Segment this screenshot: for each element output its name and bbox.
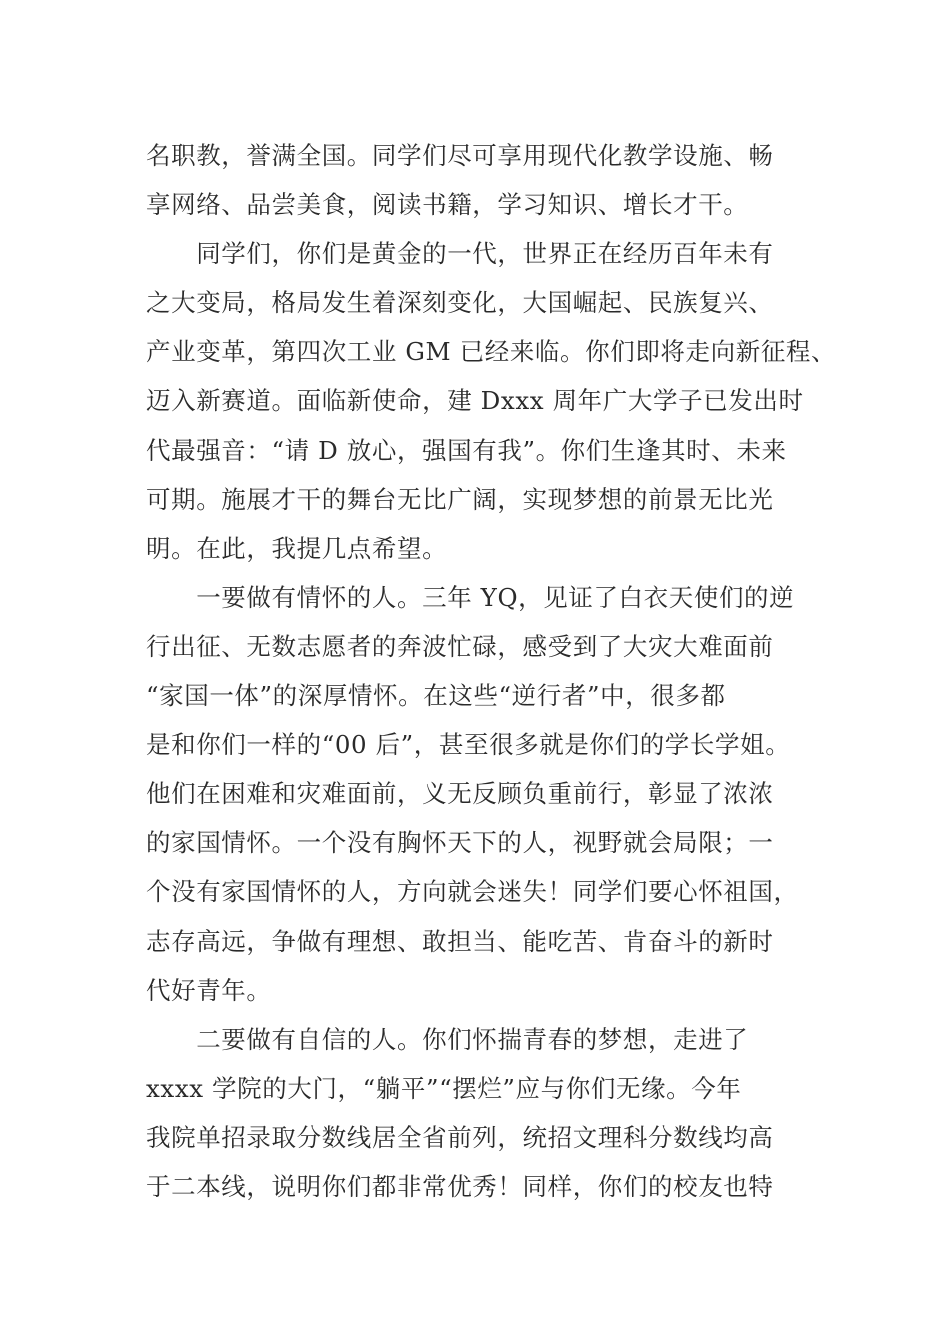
text-line: 二要做有自信的人。你们怀揣青春的梦想，走进了 — [146, 1024, 749, 1054]
text-line: xxxx 学院的大门，“躺平”“摆烂”应与你们无缘。今年 — [146, 1073, 742, 1103]
body-text — [146, 131, 837, 1211]
text-line: 志存高远，争做有理想、敢担当、能吃苦、肯奋斗的新时 — [146, 926, 774, 956]
text-line: 他们在困难和灾难面前，义无反顾负重前行，彰显了浓浓 — [146, 779, 774, 809]
text-line: 代最强音：“请 D 放心，强国有我”。你们生逢其时、未来 — [146, 435, 787, 465]
text-line: 代好青年。 — [146, 975, 272, 1005]
text-line: 同学们，你们是黄金的一代，世界正在经历百年未有 — [146, 239, 774, 269]
text-line: 明。在此，我提几点希望。 — [146, 533, 448, 563]
text-line: 的家国情怀。一个没有胸怀天下的人，视野就会局限；一 — [146, 828, 774, 858]
text-line: 享网络、品尝美食，阅读书籍，学习知识、增长才干。 — [146, 190, 749, 220]
text-line: 行出征、无数志愿者的奔波忙碌，感受到了大灾大难面前 — [146, 631, 774, 661]
text-line: 一要做有情怀的人。三年 YQ，见证了白衣天使们的逆 — [146, 582, 795, 612]
text-line: 我院单招录取分数线居全省前列，统招文理科分数线均高 — [146, 1122, 774, 1152]
text-line: 之大变局，格局发生着深刻变化，大国崛起、民族复兴、 — [146, 288, 774, 318]
text-line: 产业变革，第四次工业 GM 已经来临。你们即将走向新征程、 — [146, 337, 837, 367]
text-line: 个没有家国情怀的人，方向就会迷失！同学们要心怀祖国， — [146, 877, 799, 907]
text-line: 迈入新赛道。面临新使命，建 Dxxx 周年广大学子已发出时 — [146, 386, 804, 416]
text-line: 可期。施展才干的舞台无比广阔，实现梦想的前景无比光 — [146, 484, 774, 514]
text-line: 于二本线，说明你们都非常优秀！同样，你们的校友也特 — [146, 1171, 774, 1201]
text-line: 是和你们一样的“00 后”，甚至很多就是你们的学长学姐。 — [146, 730, 791, 760]
text-line: “家国一体”的深厚情怀。在这些“逆行者”中，很多都 — [146, 681, 726, 711]
text-line: 名职教，誉满全国。同学们尽可享用现代化教学设施、畅 — [146, 141, 774, 170]
